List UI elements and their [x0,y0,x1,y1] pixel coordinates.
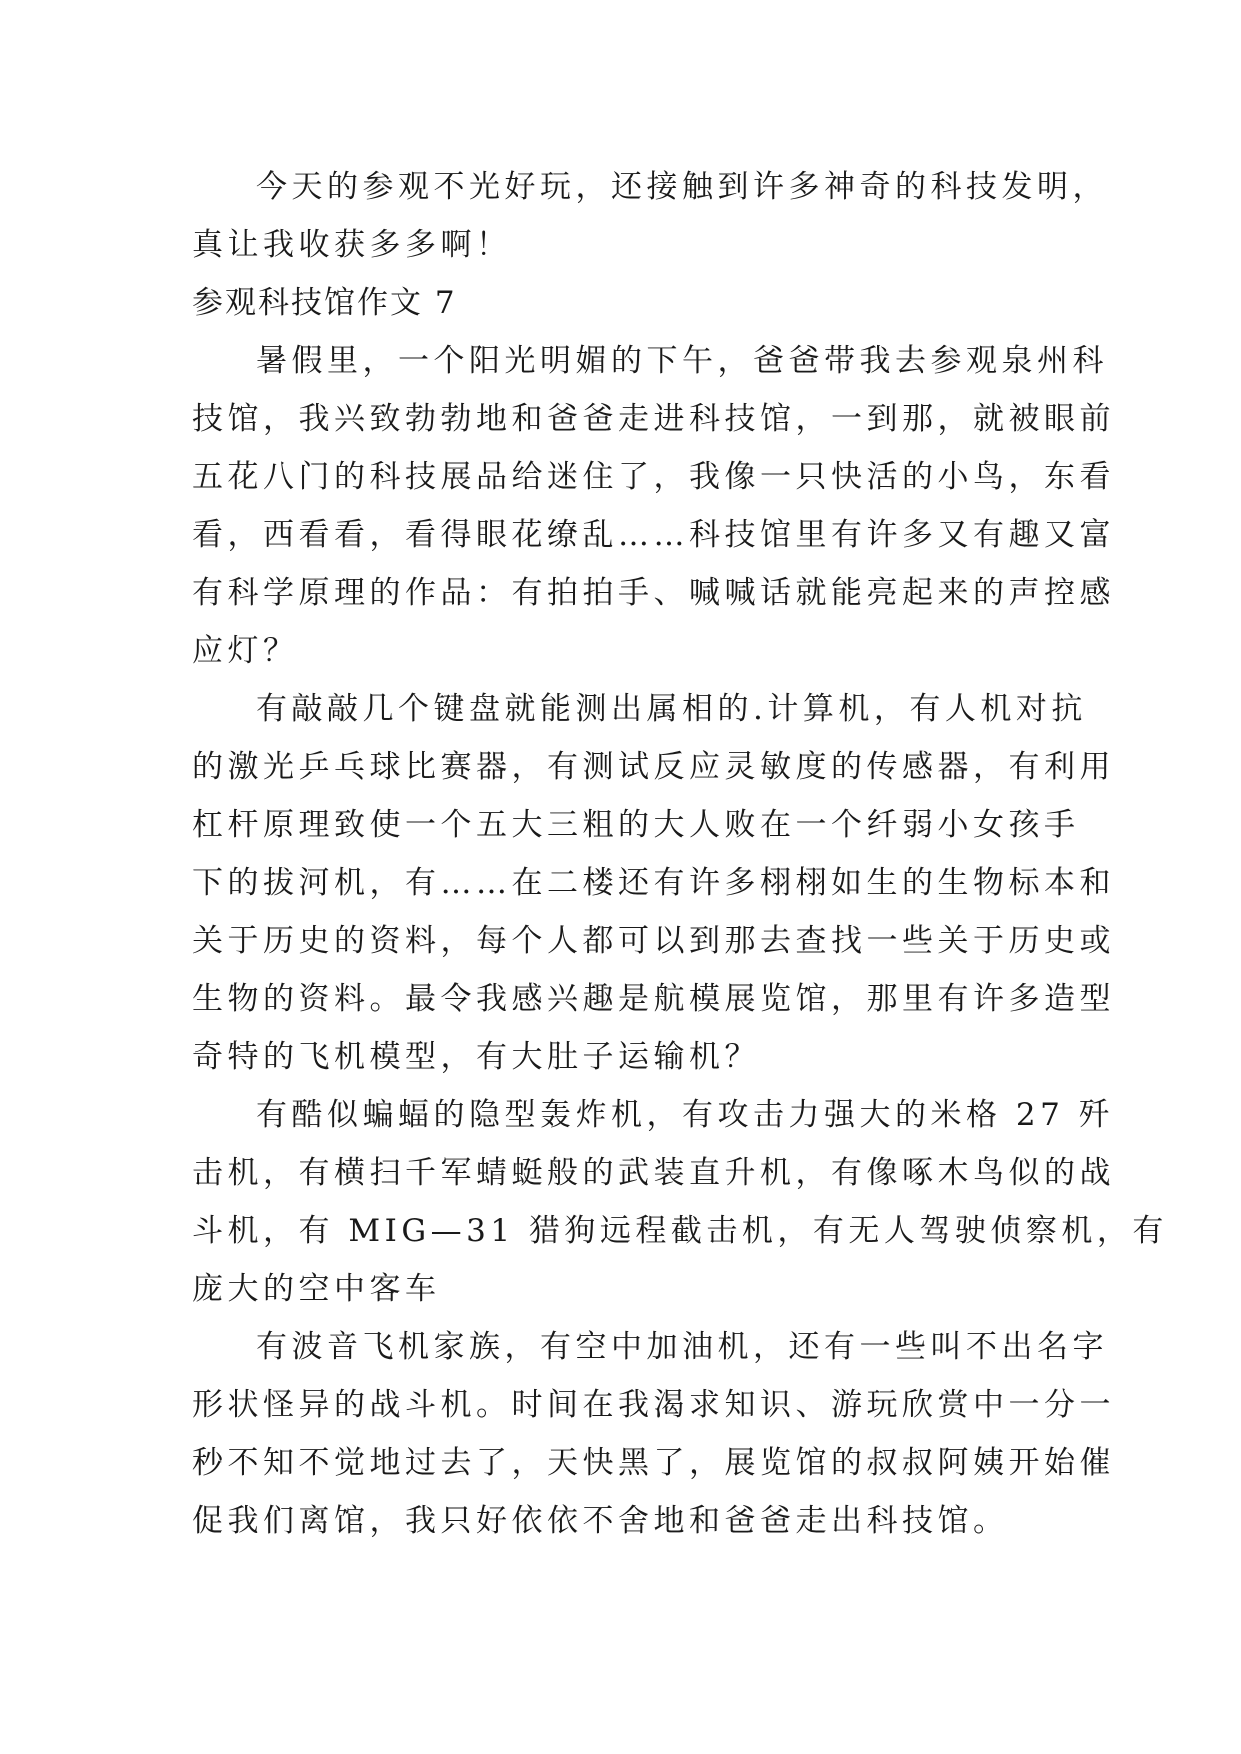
document-page [192,158,1168,1550]
text-line: 技馆，我兴致勃勃地和爸爸走进科技馆，一到那，就被眼前 [192,401,1115,437]
text-line: 击机，有横扫千军蜻蜓般的武装直升机，有像啄木鸟似的战 [192,1155,1115,1191]
paragraph [192,158,1108,274]
text-line: 今天的参观不光好玩，还接触到许多神奇的科技发明， [256,169,1108,205]
text-line: 的激光乒乓球比赛器，有测试反应灵敏度的传感器，有利用 [192,749,1115,785]
text-line: 生物的资料。最令我感兴趣是航模展览馆，那里有许多造型 [192,981,1115,1017]
heading-text: 参观科技馆作文 7 [192,285,457,321]
text-line: 看，西看看，看得眼花缭乱……科技馆里有许多又有趣又富 [192,517,1115,553]
text-line: 五花八门的科技展品给迷住了，我像一只快活的小鸟，东看 [192,459,1115,495]
text-line: 促我们离馆，我只好依依不舍地和爸爸走出科技馆。 [192,1503,1009,1539]
section-heading [192,274,1072,332]
text-line: 应灯？ [192,633,299,669]
text-line: 暑假里，一个阳光明媚的下午，爸爸带我去参观泉州科 [256,343,1108,379]
text-line: 杠杆原理致使一个五大三粗的大人败在一个纤弱小女孩手 [192,807,1080,843]
text-line: 关于历史的资料，每个人都可以到那去查找一些关于历史或 [192,923,1115,959]
paragraph [192,1086,1168,1318]
text-line: 下的拔河机，有……在二楼还有许多栩栩如生的生物标本和 [192,865,1115,901]
text-line: 形状怪异的战斗机。时间在我渴求知识、游玩欣赏中一分一 [192,1387,1115,1423]
text-line: 真让我收获多多啊！ [192,227,512,263]
text-line: 秒不知不觉地过去了，天快黑了，展览馆的叔叔阿姨开始催 [192,1445,1115,1481]
paragraph [192,680,1115,1086]
paragraph [192,1318,1115,1550]
text-line: 有酷似蝙蝠的隐型轰炸机，有攻击力强大的米格 27 歼 [256,1097,1115,1133]
text-line: 奇特的飞机模型，有大肚子运输机？ [192,1039,760,1075]
text-line: 斗机，有 MIG—31 猎狗远程截击机，有无人驾驶侦察机，有 [192,1213,1168,1249]
text-line: 有科学原理的作品：有拍拍手、喊喊话就能亮起来的声控感 [192,575,1115,611]
paragraph [192,332,1115,680]
text-line: 有敲敲几个键盘就能测出属相的.计算机，有人机对抗 [256,691,1087,727]
text-line: 有波音飞机家族，有空中加油机，还有一些叫不出名字 [256,1329,1108,1365]
text-line: 庞大的空中客车 [192,1271,441,1307]
